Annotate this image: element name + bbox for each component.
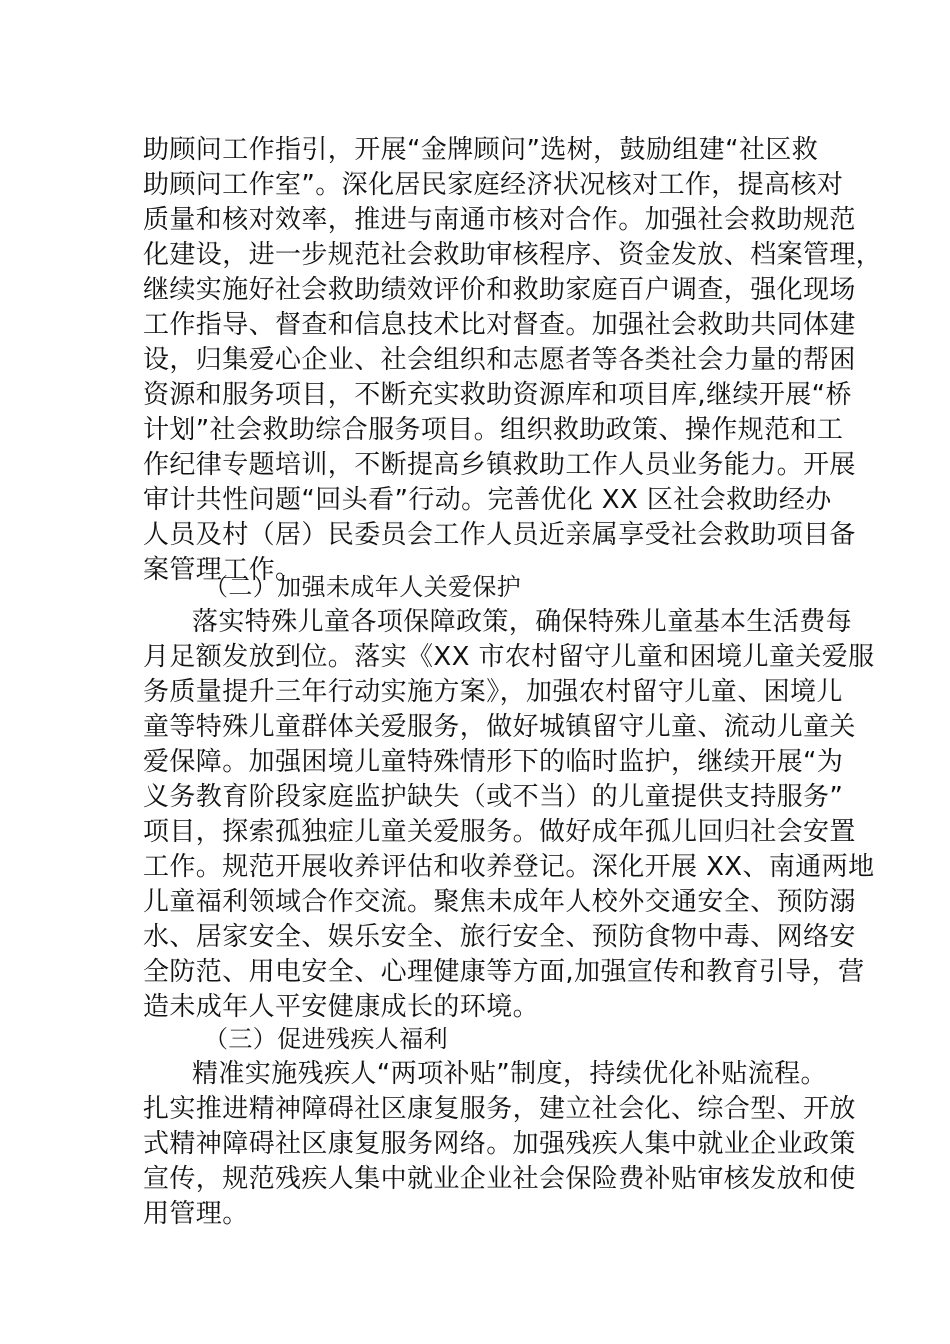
body-text-line: 造未成年人平安健康成长的环境。 — [143, 992, 540, 1022]
body-text-line: 务质量提升三年行动实施方案》，加强农村留守儿童、困境儿 — [143, 677, 843, 707]
section-heading: （三）促进残疾人福利 — [204, 1025, 448, 1053]
body-text-line: 爱保障。加强困境儿童特殊情形下的临时监护，继续开展“为 — [143, 747, 844, 777]
section-heading: （二）加强未成年人关爱保护 — [204, 573, 522, 601]
body-text-line: 计划”社会救助综合服务项目。组织救助政策、操作规范和工 — [143, 415, 844, 445]
body-text-line: 项目，探索孤独症儿童关爱服务。做好成年孤儿回归社会安置 — [143, 817, 856, 847]
body-text-line: 资源和服务项目，不断充实救助资源库和项目库,继续开展“桥 — [143, 380, 852, 410]
body-text-line: 质量和核对效率，推进与南通市核对合作。加强社会救助规范 — [143, 205, 856, 235]
body-text-line: 童等特殊儿童群体关爱服务，做好城镇留守儿童、流动儿童关 — [143, 712, 856, 742]
body-text-line: 月足额发放到位。落实《XX 市农村留守儿童和困境儿童关爱服 — [143, 642, 875, 672]
body-text-line: 全防范、用电安全、心理健康等方面,加强宣传和教育引导，营 — [143, 957, 865, 987]
body-text-line: 助顾问工作指引，开展“金牌顾问”选树，鼓励组建“社区救 — [143, 135, 819, 165]
paragraph-first-line: 落实特殊儿童各项保障政策，确保特殊儿童基本生活费每 — [192, 607, 853, 637]
body-text-line: 作纪律专题培训，不断提高乡镇救助工作人员业务能力。开展 — [143, 450, 856, 480]
body-text-line: 设，归集爱心企业、社会组织和志愿者等各类社会力量的帮困 — [143, 345, 856, 375]
body-text-line: 水、居家安全、娱乐安全、旅行安全、预防食物中毒、网络安 — [143, 922, 856, 952]
body-text-line: 儿童福利领域合作交流。聚焦未成年人校外交通安全、预防溺 — [143, 887, 856, 917]
body-text-line: 助顾问工作室”。深化居民家庭经济状况核对工作，提高核对 — [143, 170, 844, 200]
body-text-line: 义务教育阶段家庭监护缺失（或不当）的儿童提供支持服务” — [143, 782, 844, 812]
body-text-line: 审计共性问题“回头看”行动。完善优化 XX 区社会救助经办 — [143, 485, 832, 515]
body-text-line: 人员及村（居）民委员会工作人员近亲属享受社会救助项目备 — [143, 520, 856, 550]
body-text-line: 继续实施好社会救助绩效评价和救助家庭百户调查，强化现场 — [143, 275, 856, 305]
body-text-line: 工作。规范开展收养评估和收养登记。深化开展 XX、南通两地 — [143, 852, 875, 882]
paragraph-first-line: 精准实施残疾人“两项补贴”制度，持续优化补贴流程。 — [192, 1059, 827, 1089]
body-text-line: 案管理工作。 — [143, 555, 302, 585]
body-text-line: 工作指导、督查和信息技术比对督查。加强社会救助共同体建 — [143, 310, 856, 340]
body-text-line: 式精神障碍社区康复服务网络。加强残疾人集中就业企业政策 — [143, 1129, 856, 1159]
body-text-line: 宣传，规范残疾人集中就业企业社会保险费补贴审核发放和使 — [143, 1164, 856, 1194]
body-text-line: 化建设，进一步规范社会救助审核程序、资金发放、档案管理， — [143, 240, 883, 270]
body-text-line: 用管理。 — [143, 1199, 249, 1229]
body-text-line: 扎实推进精神障碍社区康复服务，建立社会化、综合型、开放 — [143, 1094, 856, 1124]
